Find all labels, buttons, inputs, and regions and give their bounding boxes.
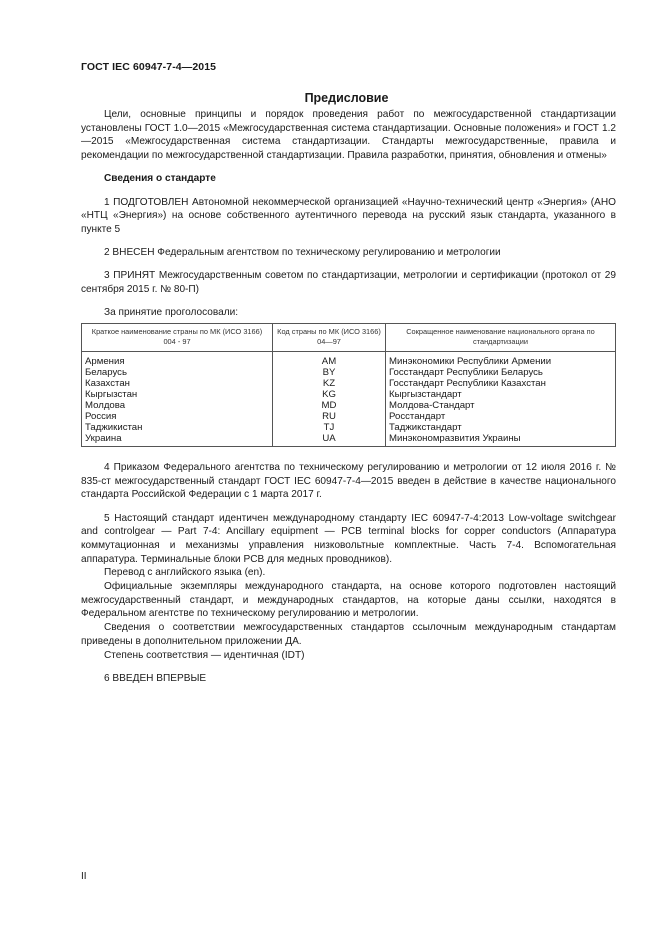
item-5-correspondence: Сведения о соответствии межгосударственных стандартов ссылочным международным стандартам приведены в дополнительном приложении ДА.: [81, 622, 616, 647]
standard-code-header: ГОСТ IEC 60947-7-4—2015: [81, 61, 217, 73]
header-code: Код страны по МК (ИСО 3166) 04—97: [273, 323, 386, 351]
cell-country: Молдова: [82, 400, 273, 411]
cell-body: Кыргызстандарт: [386, 389, 616, 400]
cell-body: Минэкономразвития Украины: [386, 433, 616, 447]
header-country: Краткое наименование страны по МК (ИСО 3166) 004 - 97: [82, 323, 273, 351]
cell-body: Росстандарт: [386, 411, 616, 422]
cell-code: UA: [273, 433, 386, 447]
cell-body: Госстандарт Республики Казахстан: [386, 378, 616, 389]
table-row: [82, 351, 616, 367]
cell-country: Украина: [82, 433, 273, 447]
cell-body: Госстандарт Республики Беларусь: [386, 367, 616, 378]
cell-country: Казахстан: [82, 378, 273, 389]
table-row: [82, 367, 616, 378]
cell-country: Кыргызстан: [82, 389, 273, 400]
cell-body: Таджикстандарт: [386, 422, 616, 433]
cell-code: KG: [273, 389, 386, 400]
cell-body: Минэкономики Республики Армении: [386, 351, 616, 367]
info-heading: Сведения о стандарте: [104, 173, 216, 185]
item-5-paragraph: 5 Настоящий стандарт идентичен международному стандарту IEC 60947-7-4:2013 Low-voltage switchgear and controlgear — Part 7-4: Ancillary equipment — PCB terminal blocks for copper conductors (Аппаратура коммутационная и механизмы управления низковольтные комплектные. Часть 7-4. Вспомогательная аппаратура. Терминальные блоки PCB для медных проводников).: [81, 512, 616, 565]
cell-code: TJ: [273, 422, 386, 433]
item-5-official-copies: Официальные экземпляры международного стандарта, на основе которого подготовлен настоящий межгосударственный стандарт, и международных стандартов, на которые даны ссылки, находятся в Федеральном агентстве по техническому регулированию и метрологии.: [81, 581, 616, 620]
table-row: [82, 378, 616, 389]
cell-code: RU: [273, 411, 386, 422]
table-row: [82, 389, 616, 400]
table-row: [82, 411, 616, 422]
cell-country: Таджикистан: [82, 422, 273, 433]
cell-code: KZ: [273, 378, 386, 389]
cell-country: Россия: [82, 411, 273, 422]
foreword-content: [81, 108, 616, 685]
item-3-paragraph: 3 ПРИНЯТ Межгосударственным советом по стандартизации, метрологии и сертификации (протокол от 29 сентября 2015 г. № 80-П): [81, 270, 616, 296]
table-row: [82, 433, 616, 447]
vote-table: [81, 323, 616, 447]
page-title: Предисловие: [304, 91, 389, 105]
cell-code: BY: [273, 367, 386, 378]
table-row: [82, 422, 616, 433]
table-row: [82, 400, 616, 411]
header-body: Сокращенное наименование национального органа по стандартизации: [386, 323, 616, 351]
intro-paragraph: Цели, основные принципы и порядок проведения работ по межгосударственной стандартизации установлены ГОСТ 1.0—2015 «Межгосударственная система стандартизации. Основные положения» и ГОСТ 1.2—2015 «Межгосударственная система стандартизации. Стандарты межгосударственные, правила и рекомендации по межгосударственной стандартизации. Правила разработки, принятия, обновления и отмены»: [81, 109, 616, 162]
vote-table-header-row: [82, 323, 616, 351]
cell-country: Беларусь: [82, 367, 273, 378]
voted-label: За принятие проголосовали:: [104, 307, 239, 319]
item-5-degree: Степень соответствия — идентичная (IDT): [104, 649, 305, 661]
item-2-paragraph: 2 ВНЕСЕН Федеральным агентством по техническому регулированию и метрологии: [104, 247, 501, 259]
item-6-paragraph: 6 ВВЕДЕН ВПЕРВЫЕ: [104, 672, 207, 684]
page-number: II: [81, 871, 87, 882]
cell-country: Армения: [82, 351, 273, 367]
item-5-translation: Перевод с английского языка (en).: [104, 567, 266, 579]
item-4-paragraph: 4 Приказом Федерального агентства по техническому регулированию и метрологии от 12 июля 2016 г. № 835-ст межгосударственный стандарт ГОСТ IEC 60947-7-4—2015 введен в действие в качестве национального стандарта Российской Федерации с 1 марта 2017 г.: [81, 461, 616, 501]
cell-code: AM: [273, 351, 386, 367]
vote-table-container: [81, 323, 616, 447]
cell-code: MD: [273, 400, 386, 411]
cell-body: Молдова-Стандарт: [386, 400, 616, 411]
item-1-paragraph: 1 ПОДГОТОВЛЕН Автономной некоммерческой организацией «Научно-технический центр «Энергия» (АНО «НТЦ «Энергия») на основе собственного аутентичного перевода на русский язык стандарта, указанного в пункте 5: [81, 196, 616, 235]
